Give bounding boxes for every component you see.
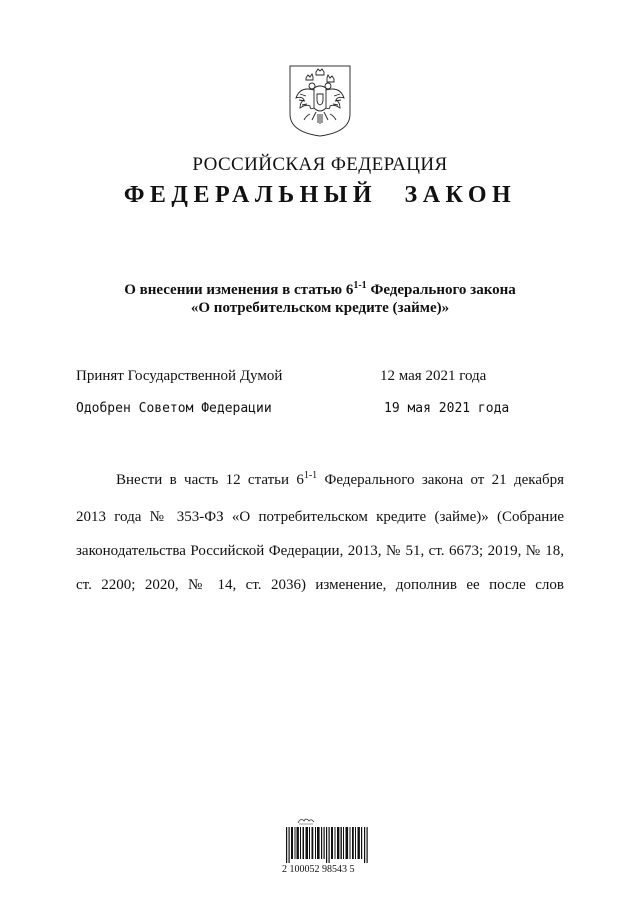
coat-of-arms-emblem [288, 64, 352, 138]
country-name: РОССИЙСКАЯ ФЕДЕРАЦИЯ [192, 154, 448, 175]
barcode [284, 827, 374, 863]
body-paragraph-line-2: 2013 года № 353-ФЗ «О потребительском кредите (займе)» (Собрание [76, 509, 564, 525]
body-paragraph-line-3: законодательства Российской Федерации, 2013, № 51, ст. 6673; 2019, № 18, [76, 543, 564, 559]
barcode-number: 2 100052 98543 5 [282, 864, 355, 875]
duma-adoption-label: Принят Государственной Думой [76, 368, 283, 384]
barcode-block [282, 815, 382, 885]
council-approval-date: 19 мая 2021 года [384, 401, 510, 416]
body-text: Внести в часть 12 статьи 6 [116, 472, 304, 488]
law-title-text: Федерального закона [366, 282, 516, 298]
document-type: ФЕДЕРАЛЬНЫЙ ЗАКОН [123, 182, 517, 208]
law-title-line-1 [0, 282, 640, 299]
body-text: Федерального закона от 21 декабря [317, 472, 565, 488]
law-title-line-2: «О потребительском кредите (займе)» [190, 300, 450, 316]
article-superscript: 1-1 [303, 470, 318, 481]
law-title-text: О внесении изменения в статью 6 [124, 282, 354, 298]
body-paragraph-line-1 [116, 472, 564, 489]
stamp-mark [296, 815, 316, 825]
council-approval-label: Одобрен Советом Федерации [76, 401, 272, 416]
article-superscript: 1-1 [353, 280, 367, 291]
duma-adoption-date: 12 мая 2021 года [380, 368, 487, 384]
body-paragraph-line-4: ст. 2200; 2020, № 14, ст. 2036) изменение, дополнив ее после слов [76, 577, 564, 593]
